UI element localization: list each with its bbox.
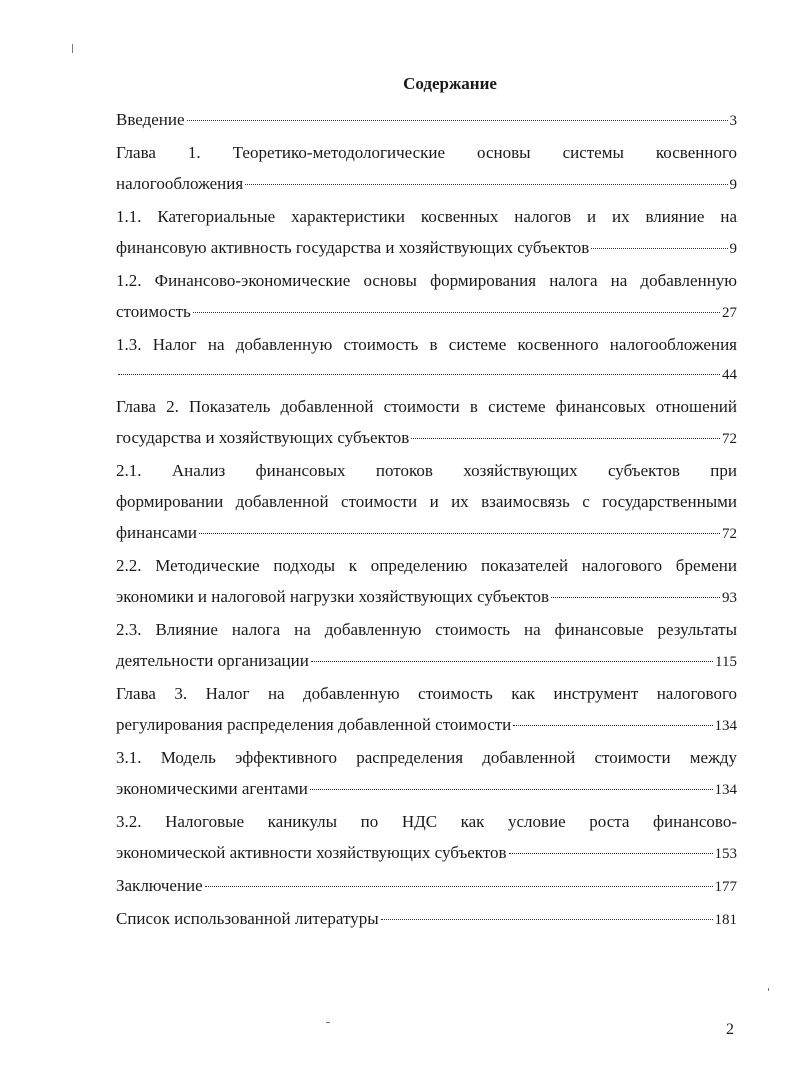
toc-entry-last-line xyxy=(116,422,737,455)
toc-page-number: 9 xyxy=(729,241,737,257)
toc-entry[interactable] xyxy=(116,104,737,137)
toc-page-number: 3 xyxy=(729,113,737,129)
toc-entry[interactable] xyxy=(116,391,737,455)
toc-entry[interactable] xyxy=(116,455,737,550)
toc-page-number: 72 xyxy=(722,526,737,542)
toc-entry-text: экономическими агентами xyxy=(116,779,308,798)
dot-leader xyxy=(199,533,720,534)
dot-leader xyxy=(187,120,728,121)
toc-entry-text: Заключение xyxy=(116,876,203,895)
toc-entry-text: налогообложения xyxy=(116,174,244,193)
toc-entry-line: 2.3. Влияние налога на добавленную стоимость на финансовые результаты xyxy=(116,620,737,639)
toc-entry-last-line xyxy=(116,296,737,329)
toc-entry-line: формировании добавленной стоимости и их взаимосвязь с государственными xyxy=(116,492,737,511)
toc-entry-line: 2.1. Анализ финансовых потоков хозяйствующих субъектов при xyxy=(116,461,737,480)
dot-leader xyxy=(411,438,720,439)
toc-entry-text: Список использованной литературы xyxy=(116,909,379,928)
dot-leader xyxy=(311,661,713,662)
toc-entry-text: экономической активности хозяйствующих субъектов xyxy=(116,843,507,862)
dot-leader xyxy=(591,248,727,249)
dot-leader xyxy=(118,374,720,375)
toc-entry[interactable] xyxy=(116,265,737,329)
dot-leader xyxy=(245,184,727,185)
toc-page-number: 115 xyxy=(715,654,737,670)
toc-entry-line: 1.1. Категориальные характеристики косвенных налогов и их влияние на xyxy=(116,207,737,226)
toc-entry-last-line xyxy=(116,709,737,742)
toc-entry[interactable] xyxy=(116,678,737,742)
scan-mark xyxy=(72,44,73,53)
toc-entry-text: деятельности организации xyxy=(116,651,309,670)
toc-entry-line: 2.2. Методические подходы к определению показателей налогового бремени xyxy=(116,556,737,575)
toc-entry[interactable] xyxy=(116,614,737,678)
toc-entry[interactable] xyxy=(116,329,737,391)
toc-entry-text: Введение xyxy=(116,110,185,129)
toc-page-number: 134 xyxy=(714,718,737,734)
toc-page-number: 177 xyxy=(714,879,737,895)
scan-mark xyxy=(768,988,769,991)
toc-entry-last-line xyxy=(116,581,737,614)
toc-entry-last-line xyxy=(116,870,737,903)
toc-entry-line: Глава 1. Теоретико-методологические основы системы косвенного xyxy=(116,143,737,162)
toc-entry[interactable] xyxy=(116,742,737,806)
toc-entry[interactable] xyxy=(116,137,737,201)
toc-entry-last-line xyxy=(116,168,737,201)
toc-entry[interactable] xyxy=(116,903,737,936)
toc-entry-last-line xyxy=(116,837,737,870)
table-of-contents xyxy=(116,104,737,936)
dot-leader xyxy=(513,725,712,726)
page-number: 2 xyxy=(726,1021,734,1038)
toc-entry[interactable] xyxy=(116,806,737,870)
toc-entry-line: 1.2. Финансово-экономические основы формирования налога на добавленную xyxy=(116,271,737,290)
toc-entry-text: экономики и налоговой нагрузки хозяйствующих субъектов xyxy=(116,587,550,606)
toc-entry[interactable] xyxy=(116,201,737,265)
toc-entry-line: Глава 2. Показатель добавленной стоимости в системе финансовых отношений xyxy=(116,397,737,416)
toc-entry-text: государства и хозяйствующих субъектов xyxy=(116,428,410,447)
toc-entry-text: финансами xyxy=(116,523,198,542)
toc-entry-last-line xyxy=(116,360,737,391)
dot-leader xyxy=(551,597,720,598)
dot-leader xyxy=(381,919,713,920)
dot-leader xyxy=(509,853,713,854)
toc-entry-last-line xyxy=(116,104,737,137)
toc-page-number: 181 xyxy=(714,912,737,928)
toc-entry-line: 1.3. Налог на добавленную стоимость в системе косвенного налогообложения xyxy=(116,335,737,354)
toc-entry-line: 3.2. Налоговые каникулы по НДС как условие роста финансово- xyxy=(116,812,737,831)
scan-mark xyxy=(326,1022,330,1023)
toc-page-number: 153 xyxy=(714,846,737,862)
toc-page-number: 93 xyxy=(722,590,737,606)
toc-entry-line: 3.1. Модель эффективного распределения добавленной стоимости между xyxy=(116,748,737,767)
toc-entry-line: Глава 3. Налог на добавленную стоимость как инструмент налогового xyxy=(116,684,737,703)
toc-entry-text: стоимость xyxy=(116,302,191,321)
toc-page-number: 72 xyxy=(722,431,737,447)
toc-entry[interactable] xyxy=(116,870,737,903)
toc-entry-last-line xyxy=(116,645,737,678)
toc-entry-last-line xyxy=(116,517,737,550)
toc-entry-text: регулирования распределения добавленной стоимости xyxy=(116,715,512,734)
dot-leader xyxy=(310,789,713,790)
toc-entry[interactable] xyxy=(116,550,737,614)
toc-page-number: 27 xyxy=(722,305,737,321)
dot-leader xyxy=(205,886,713,887)
toc-page-number: 134 xyxy=(714,782,737,798)
toc-entry-last-line xyxy=(116,232,737,265)
dot-leader xyxy=(193,312,720,313)
toc-entry-last-line xyxy=(116,773,737,806)
toc-title: Содержание xyxy=(403,74,497,93)
toc-page-number: 9 xyxy=(729,177,737,193)
toc-entry-last-line xyxy=(116,903,737,936)
toc-page-number: 44 xyxy=(722,367,737,383)
toc-entry-text: финансовую активность государства и хозяйствующих субъектов xyxy=(116,238,590,257)
